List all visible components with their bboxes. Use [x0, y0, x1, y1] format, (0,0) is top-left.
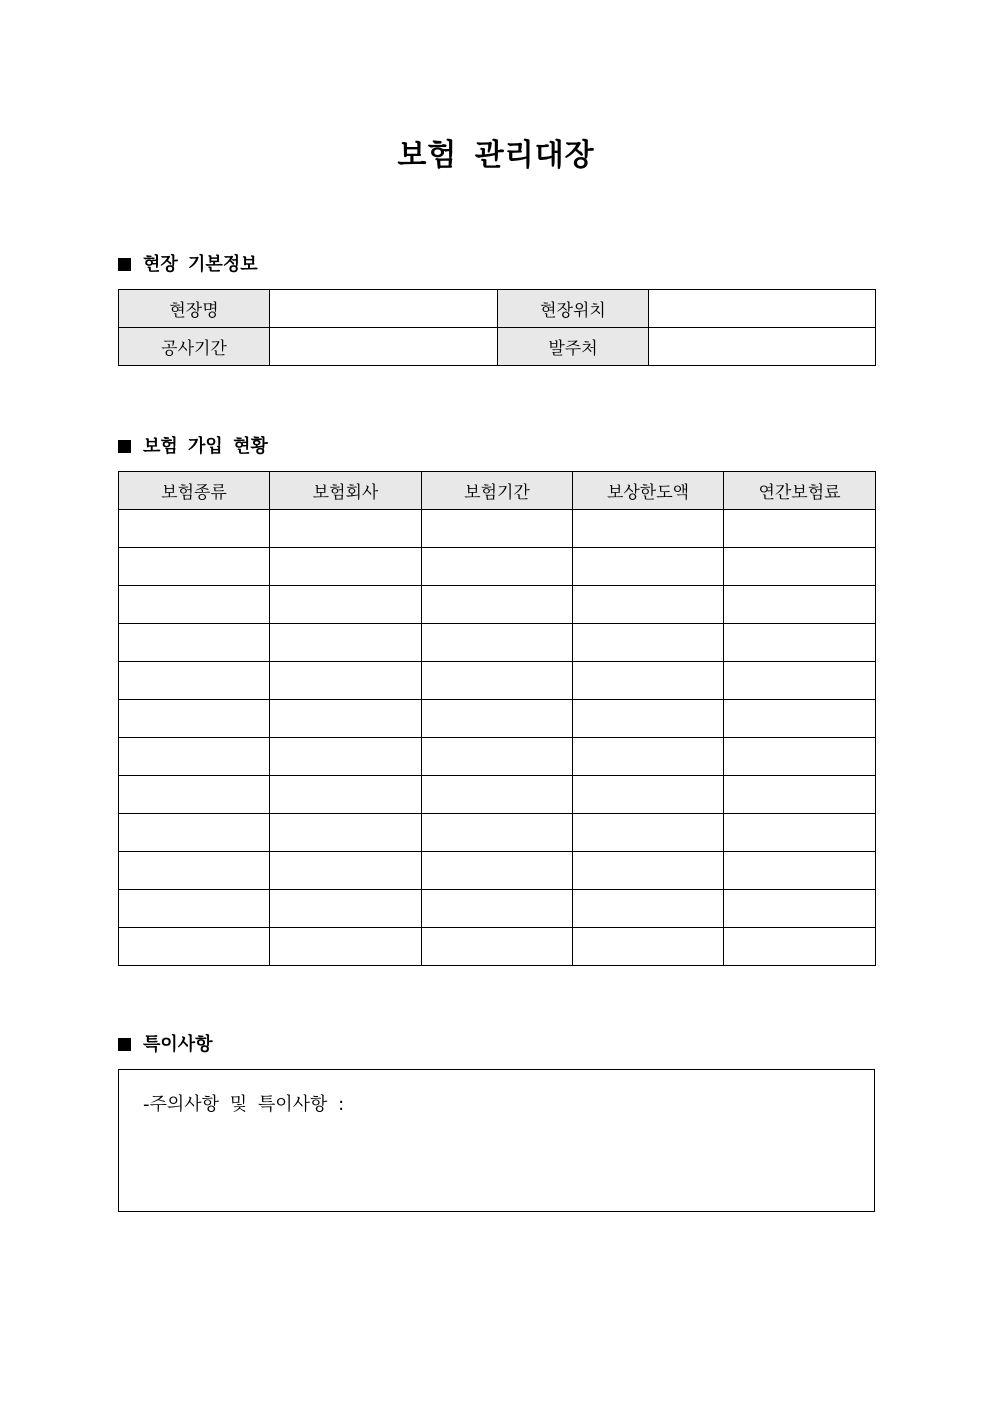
coverage-limit-cell[interactable] [573, 700, 724, 738]
column-header-annual-premium: 연간보험료 [724, 472, 876, 510]
coverage-limit-cell[interactable] [573, 510, 724, 548]
insurance-period-cell[interactable] [422, 852, 573, 890]
insurance-period-cell[interactable] [422, 700, 573, 738]
document-title: 보험 관리대장 [397, 138, 595, 173]
square-bullet-icon [118, 440, 131, 453]
table-row [119, 548, 876, 586]
site-name-field[interactable] [270, 290, 498, 328]
insurance-period-cell[interactable] [422, 662, 573, 700]
insurer-cell[interactable] [270, 814, 422, 852]
table-row [119, 776, 876, 814]
insurance-table [118, 471, 876, 966]
insurance-type-cell[interactable] [119, 928, 270, 966]
coverage-limit-cell[interactable] [573, 852, 724, 890]
construction-period-label: 공사기간 [119, 328, 270, 366]
insurance-period-cell[interactable] [422, 738, 573, 776]
insurance-heading-text: 보험 가입 현황 [143, 436, 268, 457]
construction-period-field[interactable] [270, 328, 498, 366]
site-name-label: 현장명 [119, 290, 270, 328]
insurance-period-cell[interactable] [422, 548, 573, 586]
annual-premium-cell[interactable] [724, 662, 876, 700]
annual-premium-cell[interactable] [724, 510, 876, 548]
insurer-cell[interactable] [270, 776, 422, 814]
column-header-insurance-period: 보험기간 [422, 472, 573, 510]
insurance-type-cell[interactable] [119, 624, 270, 662]
insurer-cell[interactable] [270, 890, 422, 928]
column-header-insurer: 보험회사 [270, 472, 422, 510]
annual-premium-cell[interactable] [724, 852, 876, 890]
coverage-limit-cell[interactable] [573, 814, 724, 852]
insurer-cell[interactable] [270, 510, 422, 548]
client-field[interactable] [649, 328, 876, 366]
table-row [119, 624, 876, 662]
annual-premium-cell[interactable] [724, 928, 876, 966]
insurer-cell[interactable] [270, 586, 422, 624]
table-row [119, 814, 876, 852]
insurer-cell[interactable] [270, 928, 422, 966]
coverage-limit-cell[interactable] [573, 586, 724, 624]
insurance-type-cell[interactable] [119, 776, 270, 814]
site-location-field[interactable] [649, 290, 876, 328]
insurance-period-cell[interactable] [422, 510, 573, 548]
insurance-type-cell[interactable] [119, 814, 270, 852]
annual-premium-cell[interactable] [724, 586, 876, 624]
table-row [119, 510, 876, 548]
insurance-period-cell[interactable] [422, 586, 573, 624]
column-header-coverage-limit: 보상한도액 [573, 472, 724, 510]
insurance-header-row [119, 472, 876, 510]
insurer-cell[interactable] [270, 548, 422, 586]
insurance-type-cell[interactable] [119, 700, 270, 738]
insurance-heading [118, 434, 268, 460]
table-row [119, 890, 876, 928]
annual-premium-cell[interactable] [724, 548, 876, 586]
insurance-type-cell[interactable] [119, 852, 270, 890]
insurer-cell[interactable] [270, 738, 422, 776]
insurer-cell[interactable] [270, 624, 422, 662]
site-info-heading [118, 252, 258, 278]
client-label: 발주처 [498, 328, 649, 366]
coverage-limit-cell[interactable] [573, 662, 724, 700]
coverage-limit-cell[interactable] [573, 738, 724, 776]
insurer-cell[interactable] [270, 852, 422, 890]
coverage-limit-cell[interactable] [573, 928, 724, 966]
square-bullet-icon [118, 1038, 131, 1051]
coverage-limit-cell[interactable] [573, 890, 724, 928]
site-location-label: 현장위치 [498, 290, 649, 328]
insurance-period-cell[interactable] [422, 928, 573, 966]
table-row [119, 662, 876, 700]
insurance-period-cell[interactable] [422, 814, 573, 852]
insurance-type-cell[interactable] [119, 586, 270, 624]
annual-premium-cell[interactable] [724, 624, 876, 662]
annual-premium-cell[interactable] [724, 890, 876, 928]
site-info-row [119, 328, 876, 366]
insurer-cell[interactable] [270, 700, 422, 738]
coverage-limit-cell[interactable] [573, 624, 724, 662]
coverage-limit-cell[interactable] [573, 776, 724, 814]
annual-premium-cell[interactable] [724, 776, 876, 814]
insurance-period-cell[interactable] [422, 624, 573, 662]
table-row [119, 700, 876, 738]
insurance-type-cell[interactable] [119, 890, 270, 928]
insurer-cell[interactable] [270, 662, 422, 700]
notes-heading-text: 특이사항 [143, 1034, 213, 1055]
insurance-type-cell[interactable] [119, 510, 270, 548]
notes-box[interactable] [118, 1069, 875, 1212]
site-info-row [119, 290, 876, 328]
insurance-type-cell[interactable] [119, 738, 270, 776]
table-row [119, 852, 876, 890]
site-info-heading-text: 현장 기본정보 [143, 254, 258, 275]
insurance-period-cell[interactable] [422, 890, 573, 928]
annual-premium-cell[interactable] [724, 700, 876, 738]
coverage-limit-cell[interactable] [573, 548, 724, 586]
site-info-table [118, 289, 876, 366]
annual-premium-cell[interactable] [724, 738, 876, 776]
table-row [119, 738, 876, 776]
insurance-type-cell[interactable] [119, 662, 270, 700]
square-bullet-icon [118, 258, 131, 271]
insurance-type-cell[interactable] [119, 548, 270, 586]
table-row [119, 586, 876, 624]
table-row [119, 928, 876, 966]
annual-premium-cell[interactable] [724, 814, 876, 852]
notes-heading [118, 1032, 213, 1058]
insurance-period-cell[interactable] [422, 776, 573, 814]
notes-text: -주의사항 및 특이사항 : [143, 1094, 345, 1115]
column-header-insurance-type: 보험종류 [119, 472, 270, 510]
